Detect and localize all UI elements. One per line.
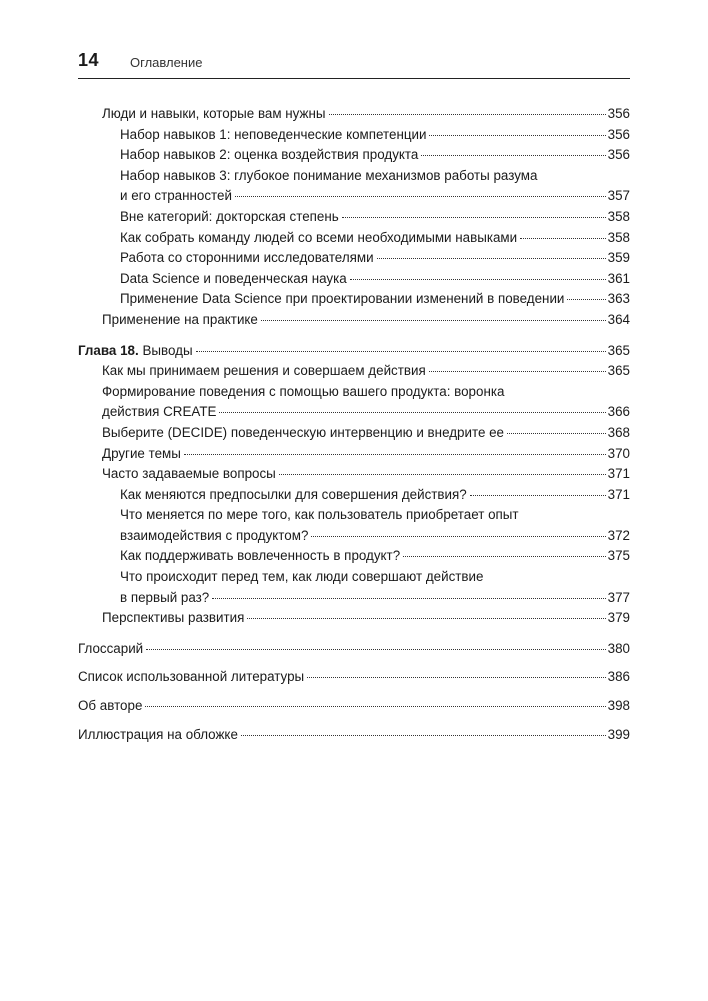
toc-entry-page: 377 <box>607 589 630 605</box>
toc-entry-page: 356 <box>607 126 630 142</box>
toc-entry-page: 358 <box>607 229 630 245</box>
toc-entry[interactable] <box>78 608 630 629</box>
toc-entry-title: Выводы <box>142 342 193 358</box>
toc-entry[interactable] <box>78 166 630 207</box>
toc-entry[interactable] <box>78 228 630 249</box>
toc-entry[interactable] <box>78 361 630 382</box>
leader-dots <box>235 196 606 197</box>
toc-entry-title: Выберите (DECIDE) поведенческую интервенцию и внедрите ее <box>102 424 505 440</box>
toc-entry[interactable] <box>78 382 630 423</box>
toc-entry-page: 380 <box>607 640 630 656</box>
toc-entry-title: Часто задаваемые вопросы <box>102 466 276 482</box>
toc-entry-page: 356 <box>607 147 630 163</box>
leader-dots <box>377 258 606 259</box>
toc-entry-page: 368 <box>607 424 630 440</box>
toc-entry-title: Как мы принимаем решения и совершаем действия <box>102 363 426 379</box>
toc-entry-title: Как меняются предпосылки для совершения действия? <box>120 486 467 502</box>
toc-entry-page: 357 <box>607 188 630 204</box>
toc-entry[interactable] <box>78 546 630 567</box>
leader-dots <box>279 474 606 475</box>
toc-entry-title: взаимодействия с продуктом? <box>120 527 309 543</box>
leader-dots <box>241 735 606 736</box>
leader-dots <box>261 320 606 321</box>
toc-entry-title-line1: Что происходит перед тем, как люди совершают действие <box>120 569 484 585</box>
toc-chapter-entry[interactable] <box>78 341 630 362</box>
toc-entry-page: 359 <box>607 250 630 266</box>
toc-entry[interactable] <box>78 269 630 290</box>
leader-dots <box>429 371 606 372</box>
toc-entry[interactable] <box>78 639 630 660</box>
leader-dots <box>329 114 606 115</box>
toc-entry[interactable] <box>78 444 630 465</box>
running-title: Оглавление <box>130 55 203 70</box>
toc-entry-page: 371 <box>607 466 630 482</box>
toc-entry[interactable] <box>78 207 630 228</box>
toc-entry-page: 364 <box>607 311 630 327</box>
leader-dots <box>212 598 605 599</box>
toc-entry-page: 375 <box>607 548 630 564</box>
toc-entry[interactable] <box>78 725 630 746</box>
leader-dots <box>342 217 606 218</box>
leader-dots <box>307 677 606 678</box>
toc-entry-title: Другие темы <box>102 445 181 461</box>
toc-entry-title: Применение на практике <box>102 311 258 327</box>
leader-dots <box>567 299 605 300</box>
toc-entry-page: 366 <box>607 404 630 420</box>
leader-dots <box>507 433 606 434</box>
leader-dots <box>196 351 606 352</box>
toc-entry[interactable] <box>78 289 630 310</box>
toc-entry-title: Иллюстрация на обложке <box>78 726 238 742</box>
toc-entry[interactable] <box>78 104 630 125</box>
table-of-contents <box>78 104 630 745</box>
toc-entry[interactable] <box>78 667 630 688</box>
toc-entry-page: 386 <box>607 669 630 685</box>
toc-entry-title: и его странностей <box>120 188 232 204</box>
toc-entry-title: Работа со сторонними исследователями <box>120 250 374 266</box>
toc-entry[interactable] <box>78 248 630 269</box>
toc-entry[interactable] <box>78 310 630 331</box>
leader-dots <box>184 454 606 455</box>
toc-entry-title-line1: Набор навыков 3: глубокое понимание механизмов работы разума <box>120 167 538 183</box>
toc-entry[interactable] <box>78 485 630 506</box>
leader-dots <box>421 155 605 156</box>
toc-entry-title: Data Science и поведенческая наука <box>120 270 347 286</box>
toc-entry-title: действия CREATE <box>102 404 217 420</box>
toc-entry-page: 365 <box>607 363 630 379</box>
toc-entry-title: Люди и навыки, которые вам нужны <box>102 106 326 121</box>
toc-entry-page: 361 <box>607 270 630 286</box>
toc-entry[interactable] <box>78 696 630 717</box>
toc-entry-page: 365 <box>607 342 630 358</box>
toc-entry-title: Перспективы развития <box>102 610 245 626</box>
toc-entry-title: Об авторе <box>78 698 143 714</box>
toc-entry-page: 399 <box>607 726 630 742</box>
toc-entry-title-line1: Формирование поведения с помощью вашего продукта: воронка <box>102 383 505 399</box>
leader-dots <box>219 412 605 413</box>
toc-entry-page: 356 <box>607 106 630 121</box>
leader-dots <box>470 495 606 496</box>
page-header <box>78 48 630 79</box>
toc-entry-title: Набор навыков 2: оценка воздействия продукта <box>120 147 419 163</box>
toc-entry-page: 379 <box>607 610 630 626</box>
leader-dots <box>146 649 606 650</box>
toc-entry-title: Как собрать команду людей со всеми необходимыми навыками <box>120 229 518 245</box>
toc-entry-page: 398 <box>607 698 630 714</box>
toc-entry-title: Как поддерживать вовлеченность в продукт? <box>120 548 401 564</box>
toc-entry-title: Глоссарий <box>78 640 144 656</box>
toc-entry-title: Список использованной литературы <box>78 669 305 685</box>
toc-entry[interactable] <box>78 423 630 444</box>
toc-entry[interactable] <box>78 567 630 608</box>
toc-entry-page: 372 <box>607 527 630 543</box>
leader-dots <box>403 556 606 557</box>
toc-entry-title: в первый раз? <box>120 589 210 605</box>
toc-entry-page: 371 <box>607 486 630 502</box>
toc-entry-title: Применение Data Science при проектировании изменений в поведении <box>120 291 565 307</box>
leader-dots <box>247 618 605 619</box>
toc-entry[interactable] <box>78 464 630 485</box>
leader-dots <box>429 135 605 136</box>
toc-entry-page: 363 <box>607 291 630 307</box>
toc-entry[interactable] <box>78 125 630 146</box>
toc-entry[interactable] <box>78 145 630 166</box>
toc-entry[interactable] <box>78 505 630 546</box>
leader-dots <box>145 706 605 707</box>
leader-dots <box>350 279 606 280</box>
leader-dots <box>520 238 606 239</box>
toc-entry-page: 370 <box>607 445 630 461</box>
toc-entry-title: Вне категорий: докторская степень <box>120 208 339 224</box>
chapter-label: Глава 18. <box>78 342 139 358</box>
leader-dots <box>311 536 605 537</box>
toc-entry-title: Набор навыков 1: неповеденческие компетенции <box>120 126 427 142</box>
toc-entry-title-line1: Что меняется по мере того, как пользователь приобретает опыт <box>120 507 519 523</box>
page-number: 14 <box>78 50 100 70</box>
toc-entry-page: 358 <box>607 208 630 224</box>
